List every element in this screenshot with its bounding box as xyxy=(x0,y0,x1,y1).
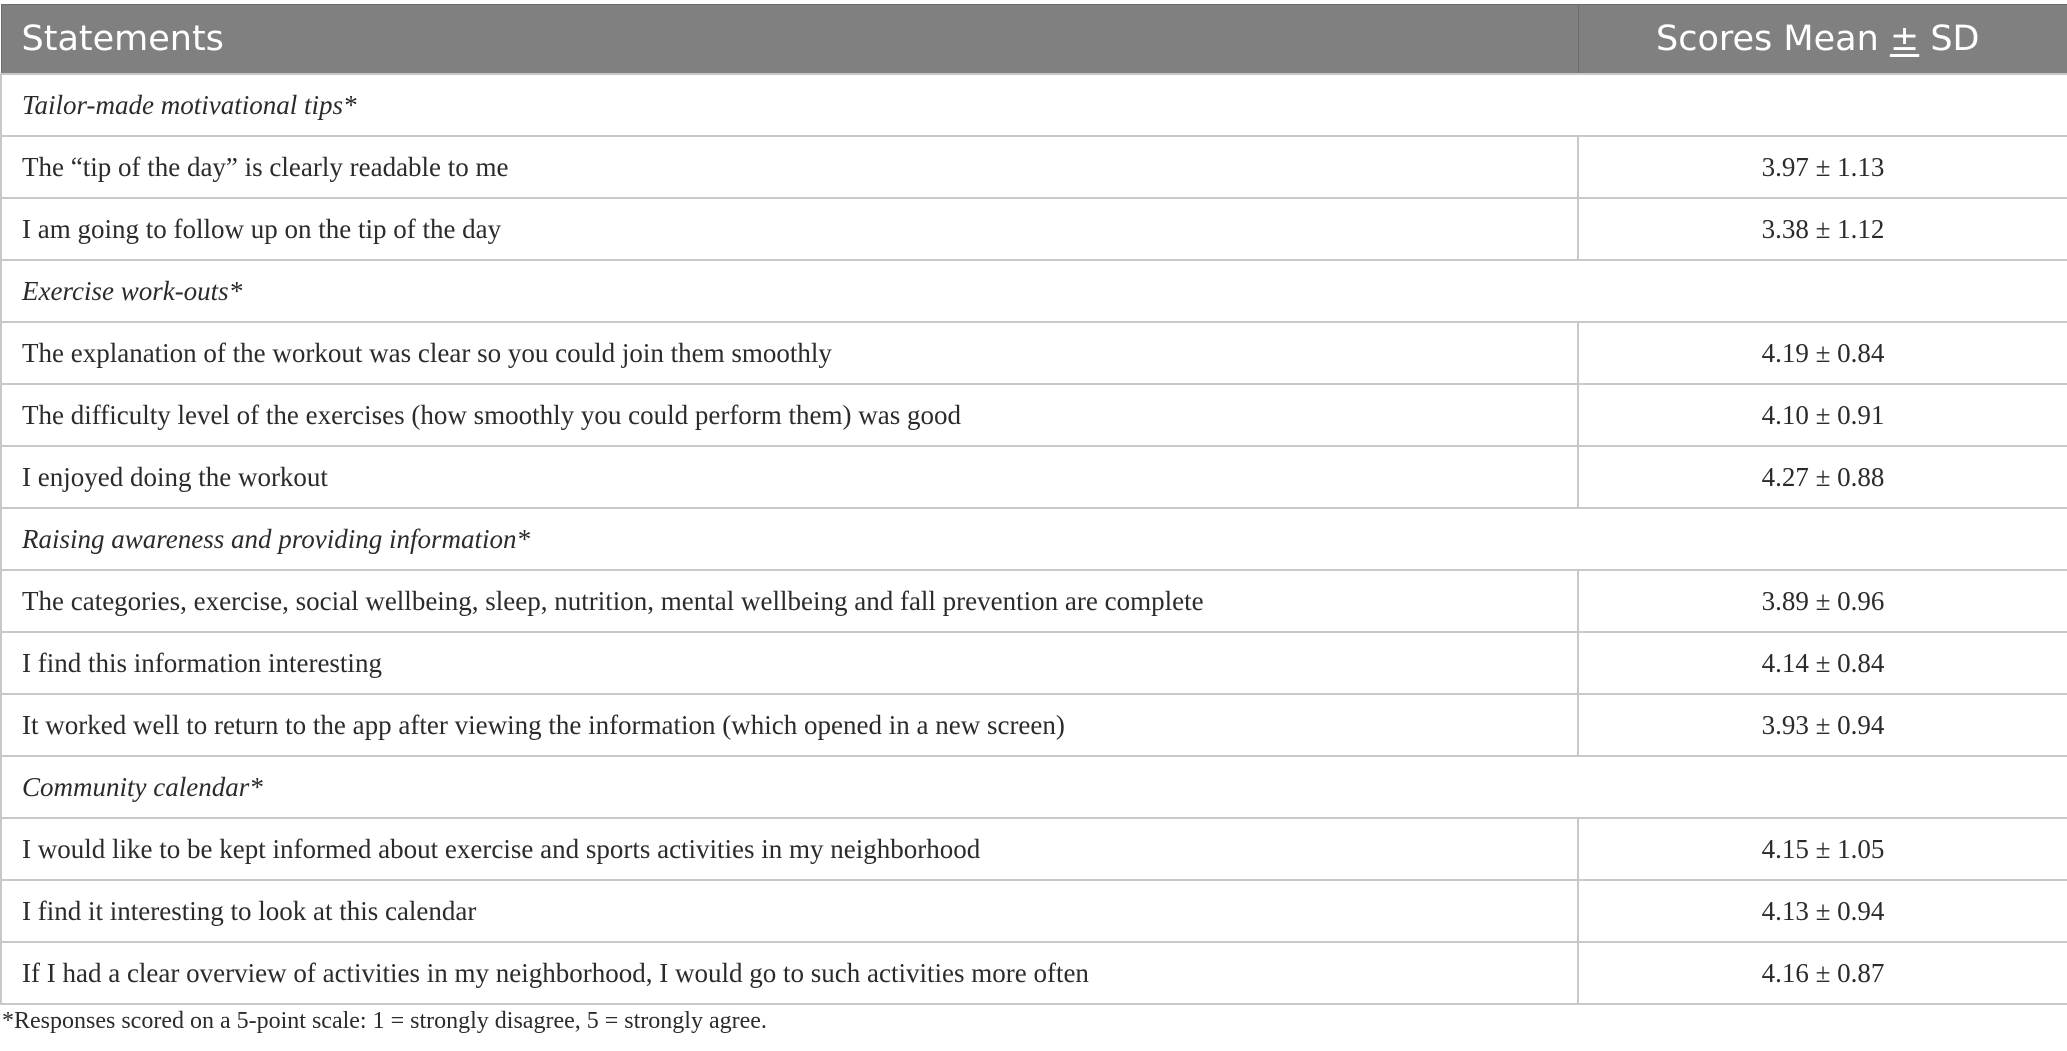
score-cell: 3.97 ± 1.13 xyxy=(1578,136,2067,198)
table-row xyxy=(1,694,2067,756)
score-cell: 4.15 ± 1.05 xyxy=(1578,818,2067,880)
table-footnote: *Responses scored on a 5-point scale: 1 = strongly disagree, 5 = strongly agree. xyxy=(2,1008,767,1034)
statement-cell: I would like to be kept informed about exercise and sports activities in my neighborhood xyxy=(1,818,1578,880)
score-cell: 4.10 ± 0.91 xyxy=(1578,384,2067,446)
statement-cell: The explanation of the workout was clear so you could join them smoothly xyxy=(1,322,1578,384)
section-row-raising-awareness xyxy=(1,508,2067,570)
scores-table-container xyxy=(0,4,2067,1005)
header-scores xyxy=(1578,5,2067,75)
table-row xyxy=(1,136,2067,198)
statement-cell: The “tip of the day” is clearly readable to me xyxy=(1,136,1578,198)
table-row xyxy=(1,198,2067,260)
section-title: Tailor-made motivational tips* xyxy=(1,74,2067,136)
section-row-exercise-workouts xyxy=(1,260,2067,322)
section-row-community-calendar xyxy=(1,756,2067,818)
table-row xyxy=(1,942,2067,1004)
score-cell: 4.19 ± 0.84 xyxy=(1578,322,2067,384)
statement-cell: I find it interesting to look at this calendar xyxy=(1,880,1578,942)
table-body xyxy=(1,74,2067,1004)
header-row xyxy=(1,5,2067,75)
table-header xyxy=(1,5,2067,75)
header-statements: Statements xyxy=(1,5,1578,75)
statement-cell: If I had a clear overview of activities in my neighborhood, I would go to such activities more often xyxy=(1,942,1578,1004)
section-title: Raising awareness and providing information* xyxy=(1,508,2067,570)
table-row xyxy=(1,818,2067,880)
header-scores-pm: ± xyxy=(1889,19,1920,59)
table-row xyxy=(1,570,2067,632)
score-cell: 4.13 ± 0.94 xyxy=(1578,880,2067,942)
score-cell: 3.89 ± 0.96 xyxy=(1578,570,2067,632)
statement-cell: I am going to follow up on the tip of the day xyxy=(1,198,1578,260)
table-row xyxy=(1,632,2067,694)
table-row xyxy=(1,880,2067,942)
table-row xyxy=(1,384,2067,446)
score-cell: 4.27 ± 0.88 xyxy=(1578,446,2067,508)
statement-cell: It worked well to return to the app after viewing the information (which opened in a new screen) xyxy=(1,694,1578,756)
section-title: Exercise work-outs* xyxy=(1,260,2067,322)
header-scores-suffix: SD xyxy=(1919,19,1980,59)
table-row xyxy=(1,322,2067,384)
score-cell: 3.93 ± 0.94 xyxy=(1578,694,2067,756)
section-row-motivational-tips xyxy=(1,74,2067,136)
scores-table xyxy=(0,4,2067,1005)
header-scores-prefix: Scores Mean xyxy=(1656,19,1890,59)
score-cell: 4.14 ± 0.84 xyxy=(1578,632,2067,694)
statement-cell: The categories, exercise, social wellbeing, sleep, nutrition, mental wellbeing and fall prevention are complete xyxy=(1,570,1578,632)
table-row xyxy=(1,446,2067,508)
statement-cell: I find this information interesting xyxy=(1,632,1578,694)
statement-cell: The difficulty level of the exercises (how smoothly you could perform them) was good xyxy=(1,384,1578,446)
statement-cell: I enjoyed doing the workout xyxy=(1,446,1578,508)
score-cell: 3.38 ± 1.12 xyxy=(1578,198,2067,260)
section-title: Community calendar* xyxy=(1,756,2067,818)
score-cell: 4.16 ± 0.87 xyxy=(1578,942,2067,1004)
